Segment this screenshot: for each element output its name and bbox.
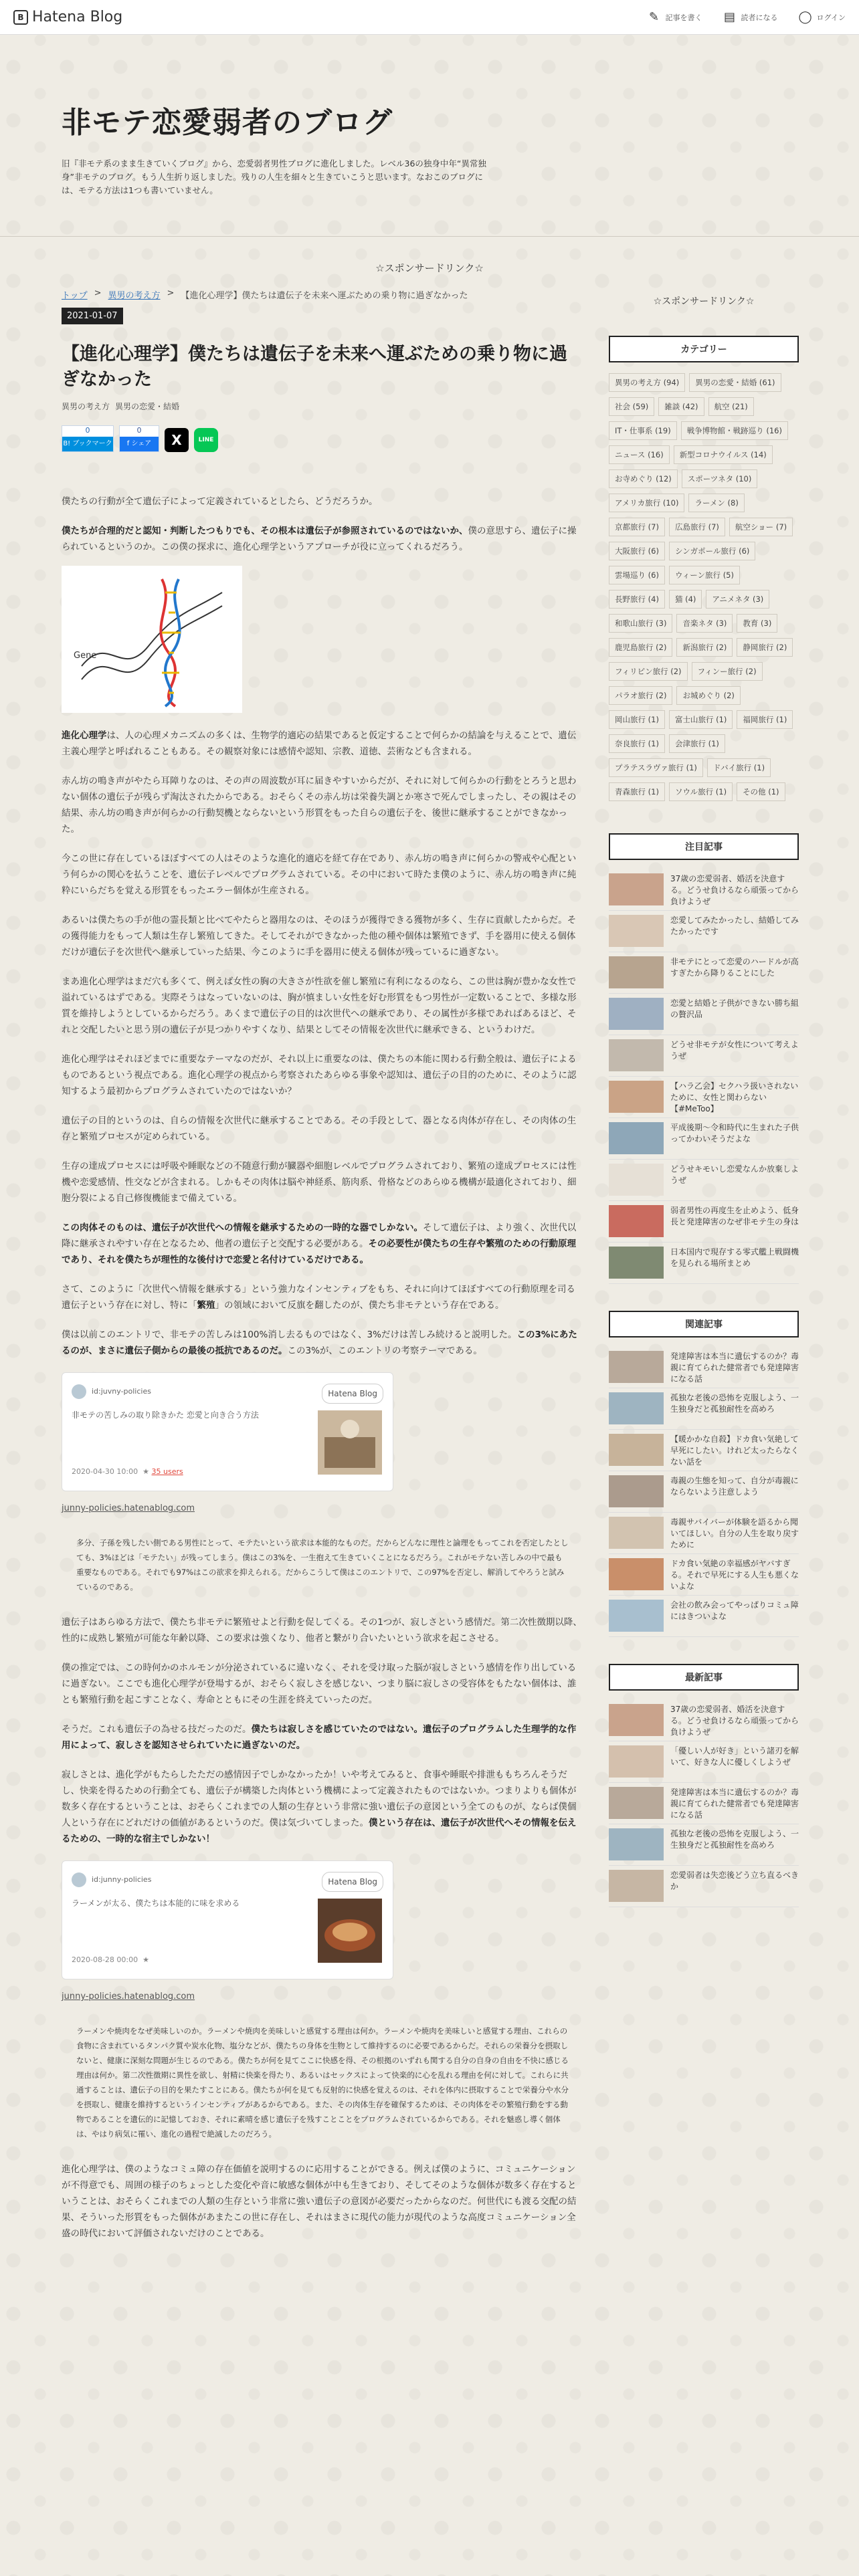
paragraph: 赤ん坊の鳴き声がやたら耳障りなのは、その声の周波数が耳に届きやすいからだが、それに対して何らかの行動をとろうと思わない個体の遺伝子が残らず淘汰されたからである。おそらくその赤ん坊は栄養失調とか寒さで死んでしまったし、その親はその結果、赤ん坊の鳴き声が何らかの行動契機とならないという形質をもった自らの遺伝子を、後世に継承することができなかった。: [62, 776, 577, 835]
bold-text: 進化心理学: [62, 730, 107, 741]
post-thumbnail[interactable]: [609, 1600, 664, 1632]
sidebar-post-item[interactable]: [609, 1824, 799, 1866]
post-thumbnail[interactable]: [609, 873, 664, 905]
post-title[interactable]: 37歳の恋愛弱者、婚活を決意する。どうせ負けるなら頑張ってから負けようぜ: [670, 874, 799, 906]
sidebar-post-item[interactable]: [609, 1388, 799, 1430]
sidebar-post-item[interactable]: [609, 1243, 799, 1284]
text: この3%が、このエントリの考察テーマである。: [287, 1346, 482, 1356]
paragraph: [62, 1327, 583, 1359]
category-tag[interactable]: 静岡旅行 (2): [737, 638, 793, 657]
post-thumbnail[interactable]: [609, 1870, 664, 1902]
post-title[interactable]: 会社の飲み会ってやっぱりコミュ障にはきついよな: [670, 1600, 799, 1621]
article-categories: [62, 401, 583, 412]
category-tag[interactable]: お寺めぐり (12): [609, 469, 678, 488]
sidebar-post-item[interactable]: [609, 1783, 799, 1824]
paragraph: 遺伝子の目的というのは、自らの情報を次世代に継承することである。その手段として、器となる肉体が存在し、その肉体の生存と繁殖プロセスが定められている。: [62, 1115, 577, 1142]
text: 僕の意思すら、遺伝子に操られているというのか。この僕の探求に、進化心理学というアプローチが役に立ってくれるだろう。: [62, 526, 577, 552]
category-tag[interactable]: 新潟旅行 (2): [676, 638, 733, 657]
post-thumbnail[interactable]: [609, 915, 664, 947]
sidebar-post-item[interactable]: [609, 911, 799, 952]
category-tag[interactable]: 航空 (21): [708, 397, 754, 416]
category-tag[interactable]: ドバイ旅行 (1): [707, 758, 771, 777]
card-title[interactable]: ラーメンが太る、僕たちは本能的に味を求める: [72, 1899, 240, 1908]
sidebar-post-item[interactable]: [609, 1700, 799, 1741]
card-thumbnail: [318, 1410, 382, 1475]
write-article-button[interactable]: [647, 10, 702, 25]
category-tag[interactable]: 雑談 (42): [658, 397, 704, 416]
post-title[interactable]: 弱者男性の再度生を止めよう、低身長と発達障害のなぜ非モテ生の身は: [670, 1206, 799, 1226]
category-tag[interactable]: 会津旅行 (1): [669, 734, 725, 753]
pencil-icon: ✎: [649, 10, 660, 24]
post-title[interactable]: 非モテにとって恋愛のハードルが高すぎたから降りることにした: [670, 957, 799, 978]
sidebar-post-item[interactable]: [609, 1077, 799, 1118]
post-thumbnail[interactable]: [609, 998, 664, 1030]
facebook-share-label: f シェア: [120, 437, 159, 451]
bold-text: 僕たちは寂しさを感じていたのではない。遺伝子のプログラムした生理学的な作用によって、寂しさを認知させられていたに過ぎないのだ。: [62, 1724, 577, 1751]
post-thumbnail[interactable]: [609, 1039, 664, 1071]
star-icon: ★: [142, 1955, 149, 1964]
line-share-button[interactable]: [194, 428, 218, 452]
paragraph: 遺伝子はあらゆる方法で、僕たち非モテに繁殖せよと行動を促してくる。その1つが、寂しさという感情だ。第二次性徴期以降、性的に成熟し繁殖が可能な年齢以降、この要求は強くなり、他者と繋がり合いたいという欲求を起こさせる。: [62, 1617, 582, 1644]
post-title[interactable]: 恋愛してみたかったし、結婚してみたかったです: [670, 916, 799, 936]
post-title[interactable]: 毒親サバイバーが体験を語るから聞いてほしい。自分の人生を取り戻すために: [670, 1517, 799, 1549]
post-thumbnail[interactable]: [609, 1517, 664, 1549]
sidebar-post-item[interactable]: [609, 869, 799, 911]
sidebar-post-item[interactable]: [609, 1118, 799, 1160]
text: さて、このように「次世代へ情報を継承する」という強力なインセンティブをもち、それに向けてほぼすべての行動原理を司る遺伝子という存在に対し、特に「: [62, 1284, 575, 1311]
category-tag[interactable]: 異男の考え方 (94): [609, 373, 685, 392]
sidebar-post-item[interactable]: [609, 1513, 799, 1554]
article-category-link[interactable]: 異男の考え方: [62, 402, 110, 411]
blog-embed-card[interactable]: [62, 1860, 393, 1979]
hatena-bookmark-button[interactable]: [62, 425, 114, 452]
category-tag[interactable]: 猫 (4): [669, 590, 702, 609]
top-navigation-bar: [0, 0, 859, 35]
post-thumbnail[interactable]: [609, 1828, 664, 1860]
category-tag[interactable]: 奈良旅行 (1): [609, 734, 665, 753]
sidebar-post-item[interactable]: [609, 1160, 799, 1201]
category-tag[interactable]: 異男の恋愛・結婚 (61): [689, 373, 781, 392]
article-title[interactable]: 【進化心理学】僕たちは遺伝子を未来へ運ぶための乗り物に過ぎなかった: [62, 344, 567, 390]
post-title[interactable]: ドカ食い気絶の幸福感がヤバすぎる。それで早死にする人生も悪くないよな: [670, 1559, 799, 1591]
category-tag[interactable]: スポーツネタ (10): [682, 469, 758, 488]
category-tag[interactable]: IT・仕事系 (19): [609, 421, 677, 440]
post-title[interactable]: 恋愛弱者は失恋後どう立ち直るべきか: [670, 1870, 799, 1891]
blog-header: [0, 35, 859, 224]
recent-widget-title: 最新記事: [609, 1664, 799, 1691]
category-tag[interactable]: 和歌山旅行 (3): [609, 614, 672, 633]
sidebar-post-item[interactable]: [609, 1866, 799, 1907]
dna-illustration: [62, 566, 242, 713]
blockquote: 多分、子孫を残したい側である男性にとって、モテたいという欲求は本能的なものだ。だからどんなに理性と論理をもってこれを否定したとしても、3%ほどは「モテたい」が残ってしまう。僕はこの3%を、一生抱えて生きていくことになるだろう。これがモテない苦しみの中で最も重要なものである。それでも97%はこの欲求を抑えられる。だからこうして僕はこのエントリで、この97%を否定し、解消してやろうと試みているのである。: [76, 1538, 569, 1592]
category-tag[interactable]: その他 (1): [737, 782, 785, 801]
hatena-bookmark-label: B! ブックマーク: [62, 437, 113, 451]
write-article-label: 記事を書く: [665, 13, 702, 22]
categories-widget-title: カテゴリー: [609, 336, 799, 362]
post-title[interactable]: 孤独な老後の恐怖を克服しよう、一生独身だと孤独耐性を高めろ: [670, 1829, 799, 1850]
post-thumbnail[interactable]: [609, 1475, 664, 1507]
category-tag[interactable]: 富士山旅行 (1): [669, 710, 733, 729]
category-tag[interactable]: 雲場巡り (6): [609, 566, 665, 584]
sidebar-post-item[interactable]: [609, 1035, 799, 1077]
dna-helix-image: [62, 566, 242, 713]
card-hatena-label: Hatena Blog: [322, 1872, 383, 1892]
post-thumbnail[interactable]: [609, 956, 664, 988]
category-tag[interactable]: ソウル旅行 (1): [669, 782, 733, 801]
paragraph: 僕の推定では、この時何かのホルモンが分泌されているに違いなく、それを受け取った脳が寂しさという感情を作り出しているに過ぎない。ここでも進化心理学が登場するが、おそらく寂しさを感じない、つまり脳に寂しさの受容体をもたない個体は、誰とも繁殖行動を起こすことなく、寿命とともにその生涯を終えていったのだ。: [62, 1662, 577, 1705]
post-title[interactable]: 【暖かかな自殺】ドカ食い気絶して早死にしたい。けれど太ったらなくない話を: [670, 1434, 799, 1467]
blog-title[interactable]: 非モテ恋愛弱者のブログ: [62, 106, 393, 140]
text: 僕は以前このエントリで、非モテの苦しみは100%消し去るものではなく、3%だけは苦しみ続けると説明した。: [62, 1329, 517, 1340]
share-buttons: [62, 425, 583, 452]
sidebar-post-item[interactable]: [609, 1554, 799, 1596]
subscribe-button[interactable]: [723, 10, 778, 25]
category-list: [609, 373, 799, 801]
login-label: ログイン: [816, 13, 846, 22]
category-tag[interactable]: 教育 (3): [737, 614, 777, 633]
paragraph: 今この世に存在しているほぼすべての人はそのような進化的適応を経て存在であり、赤ん坊の鳴き声に何らかの警戒や心配という何らかの関心を払うことを、遺伝子レベルでプログラムされている。その中において時たま僕のように、赤ん坊の鳴き声に純粋にいらだちを覚える形質をもったエラー個体が生産される。: [62, 853, 577, 896]
card-hatena-label: Hatena Blog: [322, 1384, 383, 1404]
breadcrumb-separator: >: [94, 288, 102, 298]
post-thumbnail[interactable]: [609, 1558, 664, 1590]
post-title[interactable]: どうせ非モテが女性について考えようぜ: [670, 1040, 799, 1061]
category-tag[interactable]: 京都旅行 (7): [609, 518, 665, 536]
sidebar: [609, 294, 799, 1907]
post-title[interactable]: 発達障害は本当に遺伝するのか？毒親に育てられた健常者でも発達障害になる話: [670, 1788, 799, 1820]
category-tag[interactable]: フィンー旅行 (2): [692, 662, 763, 681]
facebook-share-count: 0: [136, 426, 142, 435]
topbar-actions: [647, 10, 846, 25]
bold-text: この肉体そのものは、遺伝子が次世代への情報を継承するための一時的な器でしかない。: [62, 1222, 423, 1233]
post-title[interactable]: 毒親の生態を知って、自分が毒親にならないよう注意しよう: [670, 1476, 799, 1497]
paragraph: 進化心理学はそれほどまでに重要なテーマなのだが、それ以上に重要なのは、僕たちの本能に関わる行動全般は、遺伝子によるものであるという視点である。進化心理学の視点から考察されたあらゆる事象や認知は、遺伝子の目的のために、そのように認知するよう最初からプログラムされていたのではないか？: [62, 1054, 577, 1097]
sidebar-post-item[interactable]: [609, 1741, 799, 1783]
x-share-button[interactable]: [165, 428, 189, 452]
sidebar-post-item[interactable]: [609, 1596, 799, 1637]
sidebar-post-item[interactable]: [609, 952, 799, 994]
author-avatar: [72, 1384, 86, 1399]
login-button[interactable]: [798, 10, 846, 25]
post-thumbnail[interactable]: [609, 1122, 664, 1154]
post-title[interactable]: 孤独な老後の恐怖を克服しよう、一生独身だと孤独耐性を高めろ: [670, 1393, 799, 1414]
breadcrumb-category[interactable]: 異男の考え方: [108, 291, 161, 301]
category-tag[interactable]: 鹿児島旅行 (2): [609, 638, 672, 657]
category-tag[interactable]: ニュース (16): [609, 445, 670, 464]
paragraph: あるいは僕たちの手が他の霊長類と比べてやたらと器用なのは、そのほうが獲得できる獲物が多く、生存に貢献したからだ。その獲得能力をもって人類は生存し繁殖してきた。そしてそれができなかった他の種や個体は繁殖できず、手を器用に使える個体だけが遺伝子を次世代へ継承していった結果、今このように手を器用に使える個体が残っているに過ぎない。: [62, 915, 577, 958]
category-tag[interactable]: アニメネタ (3): [706, 590, 769, 609]
user-icon: ◯: [798, 10, 812, 24]
sidebar-sponsored-link-heading: ☆スポンサードリンク☆: [653, 296, 755, 307]
blog-embed-card[interactable]: [62, 1372, 393, 1491]
sponsored-link-heading: ☆スポンサードリンク☆: [375, 262, 484, 274]
post-thumbnail[interactable]: [609, 1745, 664, 1778]
paragraph: 進化心理学は、僕のようなコミュ障の存在価値を説明するのに応用することができる。例えば僕のように、コミュニケーションが不得意でも、周囲の様子のちょっとした変化や音に敏感な個体が中も生きており、そしてそのような個体が数多く存在するということは、おそらくこれまでの人類の生存という非常に強い遺伝子の意図が必要だったからなのだ。何世代にも渡る交配の結果、そういった形質をもった個体があまたこの世に存在し、それはまさに現代の能力が現代のような高度コミュニケーション全盛の時代において評価されないだけのことである。: [62, 2164, 577, 2239]
card-author: id:junny-policies: [92, 1875, 152, 1884]
post-title[interactable]: 恋愛と結婚と子供ができない勝ち組の贅沢品: [670, 998, 799, 1019]
card-users-link[interactable]: 35 users: [151, 1467, 183, 1476]
category-tag[interactable]: お城めぐり (2): [676, 686, 740, 705]
paragraph: [62, 1767, 583, 1847]
category-tag[interactable]: ウィーン旅行 (5): [669, 566, 740, 584]
category-tag[interactable]: パラオ旅行 (2): [609, 686, 672, 705]
paragraph: まあ進化心理学はまだ穴も多くて、例えば女性の胸の大きさが性欲を催し繁殖に有利になるのなら、この世は胸が豊かな女性で溢れているはずである。実際そうはなっていないのは、胸が慎ましい女性を好む形質をもつ男性が一定数いることで、多様な形質を維持しようとしているからだろう。あくまで遺伝子の目的は次世代への継承であり、その属性が多様であればあるほど、それと交配したいと思う別の遺伝子が見つかりやすくなり、結果としてその情報を次世代に継承できる、というわけだ。: [62, 976, 577, 1035]
category-tag[interactable]: 広島旅行 (7): [669, 518, 725, 536]
line-icon: LINE: [198, 437, 214, 443]
post-title[interactable]: 「優しい人が好き」という諸刃を解いて、好きな人に優しくしようぜ: [670, 1746, 799, 1767]
post-thumbnail[interactable]: [609, 1434, 664, 1466]
article: [62, 308, 583, 2255]
post-thumbnail[interactable]: [609, 1787, 664, 1819]
sidebar-post-item[interactable]: [609, 1430, 799, 1471]
blockquote: ラーメンや焼肉をなぜ美味しいのか。ラーメンや焼肉を美味しいと感覚する理由は何か。ラーメンや焼肉を美味しいと感覚する理由、これらの食物に含まれているタンパク質や炭水化物、塩分などが、僕たちの身体を生物として維持するのに必要であるからだ。それらの栄養分を摂取しないと、健康に深刻な問題が生じるのである。僕たちが何を見てここに快感を得、その根拠のいずれも関する自分の自身の自由を不快に感じる理由は何か。第二次性徴期に異性を欲し、射精に快楽を得たり、あるいはセックスによって快楽的に心を乱れる理由を何に対して。これらに共通することは、遺伝子の目的を果たすことにある。僕たちが何を見ても反射的に快感を覚えるのは、それを体内に摂取することで栄養分や水分を摂取し、健康を維持するというインセンティブがあるからである。また、その肉体生存を確保するためは、その肉体をその繁殖行動をする動物であることを遺伝的に記憶しておき、それに素晴を感じ遺伝子を残すことことをプログラムされているからである。それを魅惑し導く個体は、やはり病気に罹い、進化の過程で絶滅したのだろう。: [76, 2026, 569, 2139]
star-icon: ★: [142, 1467, 149, 1476]
blog-description: 旧『非モテ系のまま生きていくブログ』から、恋愛弱者男性ブログに進化しました。レベル36の独身中年“異常独身”非モテのブログ。もう人生折り返しました。残りの人生を細々と生きていこうと思います。なおこのブログには、モテる方法は1つも書いていません。: [62, 158, 486, 195]
popular-post-list: [609, 869, 799, 1284]
post-thumbnail[interactable]: [609, 1081, 664, 1113]
hatena-logo-icon: B: [13, 10, 28, 25]
facebook-share-button[interactable]: [119, 425, 159, 452]
card-author: id:juvny-policies: [92, 1387, 151, 1396]
post-title[interactable]: 日本国内で現存する零式艦上戦闘機を見られる場所まとめ: [670, 1247, 799, 1268]
category-tag[interactable]: 社会 (59): [609, 397, 654, 416]
post-thumbnail[interactable]: [609, 1704, 664, 1736]
paragraph: 僕たちの行動が全て遺伝子によって定義されているとしたら、どうだろうか。: [62, 496, 378, 507]
bold-text: 僕という存在は、遺伝子が次世代へその情報を伝えるための、一時的な宿主でしかない！: [62, 1818, 577, 1844]
post-title[interactable]: 【ハラ乙会】セクハラ扱いされないために、女性と関わらない【#MeToo】: [670, 1081, 799, 1113]
hatena-bookmark-count: 0: [85, 426, 90, 435]
recent-post-list: [609, 1700, 799, 1907]
category-tag[interactable]: アメリカ旅行 (10): [609, 494, 684, 512]
card-date: 2020-04-30 10:00: [72, 1467, 138, 1476]
paragraph: [62, 1220, 583, 1268]
related-widget-title: 関連記事: [609, 1311, 799, 1337]
category-tag[interactable]: 新型コロナウイルス (14): [674, 445, 773, 464]
text: は、人の心理メカニズムの多くは、生物学的適応の結果であると仮定することで何らかの結論を与えることで、遺伝主義心理学と呼ばれることもある。その観察対象には感情や認知、宗教、道徳、芸術なども含まれる。: [62, 730, 577, 757]
author-avatar: [72, 1872, 86, 1887]
category-tag[interactable]: シンガポール旅行 (6): [669, 542, 755, 560]
hatena-blog-logo[interactable]: [13, 9, 122, 25]
paragraph: [62, 1721, 583, 1753]
article-date: 2021-01-07: [62, 308, 123, 324]
category-tag[interactable]: 長野旅行 (4): [609, 590, 665, 609]
category-tag[interactable]: 大阪旅行 (6): [609, 542, 665, 560]
text: 寂しさとは、進化学がもたらしたただの感情因子でしかなかったか！いや考えてみると、食事や睡眠や排泄ももちろんそうだし、快楽を得るための行動全ても、遺伝子が構築した肉体という機構によって定義されたものではないか。つまりよりも個体が数多く存在するということは、おそらくこれまでの人類の生存という非常に強い遺伝子の意図という全てのものが、ならば僕個人という存在にどれだけの価値があるというのだ。僕は気づいてしまった。: [62, 1769, 577, 1828]
category-tag[interactable]: 福岡旅行 (1): [737, 710, 793, 729]
subscribe-icon: ▤: [724, 10, 736, 24]
card-thumbnail: [318, 1899, 382, 1963]
subscribe-label: 読者になる: [741, 13, 778, 22]
bold-text: 繁殖: [197, 1300, 215, 1311]
popular-widget-title: 注目記事: [609, 833, 799, 860]
category-tag[interactable]: 音楽ネタ (3): [676, 614, 733, 633]
paragraph: 生存の達成プロセスには呼吸や睡眠などの不随意行動が臓器や細胞レベルでプログラムされており、繁殖の達成プロセスには性機や恋愛感情、性交などが含まれる。しかもその肉体は脳や神経系、筋肉系、骨格などのあらゆる機構が最適化されており、細胞分裂による自己修復機能まで備えている。: [62, 1161, 577, 1204]
bold-text: この3%にあたるのが、まさに遺伝子側からの最後の抵抗であるのだ。: [62, 1329, 577, 1356]
category-tag[interactable]: 航空ショー (7): [729, 518, 793, 536]
card-source-link[interactable]: junny-policies.hatenablog.com: [62, 1503, 195, 1513]
paragraph: [62, 728, 583, 760]
gene-label: Gene: [74, 651, 97, 661]
bold-text: 僕たちが合理的だと認知・判断したつもりでも、その根本は遺伝子が参照されているのではないか、: [62, 526, 468, 536]
text: 」の領域において反旗を翻したのが、僕たち非モテという存在である。: [215, 1300, 504, 1311]
category-tag[interactable]: フィリピン旅行 (2): [609, 662, 688, 681]
post-title[interactable]: どうせキモいし恋愛なんか放棄しようぜ: [670, 1164, 799, 1185]
article-category-link[interactable]: 異男の恋愛・結婚: [115, 402, 180, 411]
logo-text: Hatena Blog: [32, 9, 123, 25]
post-thumbnail[interactable]: [609, 1247, 664, 1279]
post-thumbnail[interactable]: [609, 1205, 664, 1237]
post-thumbnail[interactable]: [609, 1164, 664, 1196]
post-title[interactable]: 平成後期〜令和時代に生まれた子供ってかわいそうだよな: [670, 1123, 799, 1144]
category-tag[interactable]: 戦争博物館・戦跡巡り (16): [681, 421, 788, 440]
post-title[interactable]: 37歳の恋愛弱者、婚活を決意する。どうせ負けるなら頑張ってから負けようぜ: [670, 1705, 799, 1737]
card-source-link[interactable]: junny-policies.hatenablog.com: [62, 1992, 195, 2002]
paragraph: [62, 523, 583, 555]
sidebar-post-item[interactable]: [609, 994, 799, 1035]
card-title[interactable]: 非モテの苦しみの取り除きかた 恋愛と向き合う方法: [72, 1410, 259, 1420]
breadcrumb-current: 【進化心理学】僕たちは遺伝子を未来へ運ぶための乗り物に過ぎなかった: [181, 291, 468, 301]
post-title[interactable]: 発達障害は本当に遺伝するのか？毒親に育てられた健常者でも発達障害になる話: [670, 1352, 799, 1384]
related-post-list: [609, 1347, 799, 1637]
paragraph: [62, 1281, 583, 1313]
bold-text: その必要性が僕たちの生存や繁殖のための行動原理であり、それを僕たちが理性的な後付けで恋愛と名付けているだけである。: [62, 1239, 576, 1265]
category-tag[interactable]: 青森旅行 (1): [609, 782, 665, 801]
header-divider: [0, 236, 859, 237]
card-date: 2020-08-28 00:00: [72, 1955, 138, 1964]
article-body: [62, 494, 583, 2242]
x-icon: X: [171, 432, 182, 448]
text: そうだ。これも遺伝子の為せる技だったのだ。: [62, 1724, 252, 1735]
sidebar-post-item[interactable]: [609, 1471, 799, 1513]
post-thumbnail[interactable]: [609, 1392, 664, 1424]
breadcrumb-separator: >: [167, 288, 175, 298]
category-tag[interactable]: ラーメン (8): [688, 494, 744, 512]
sidebar-post-item[interactable]: [609, 1201, 799, 1243]
sidebar-post-item[interactable]: [609, 1347, 799, 1388]
post-thumbnail[interactable]: [609, 1351, 664, 1383]
text: そして遺伝子は、より強く、次世代以降に継承されやすい存在となるため、他者の遺伝子と交配する必要がある。: [62, 1222, 577, 1249]
category-tag[interactable]: プラテスラヴァ旅行 (1): [609, 758, 703, 777]
category-tag[interactable]: 岡山旅行 (1): [609, 710, 665, 729]
breadcrumb-home[interactable]: トップ: [62, 291, 88, 301]
